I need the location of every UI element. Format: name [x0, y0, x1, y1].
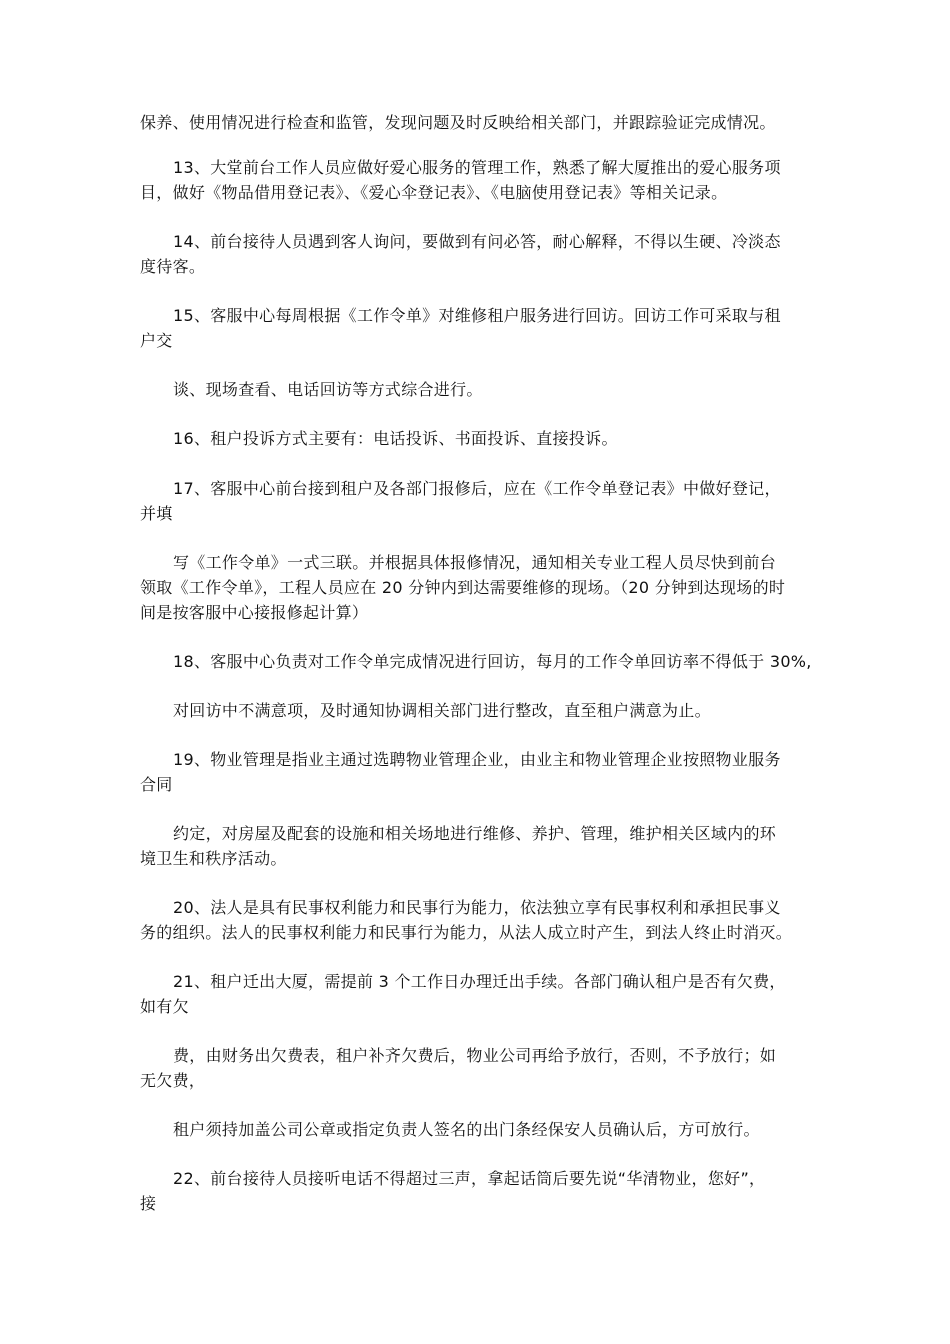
- text-line: 15、客服中心每周根据《工作令单》对维修租户服务进行回访。回访工作可采取与租: [173, 306, 781, 325]
- text-line: 务的组织。法人的民事权利能力和民事行为能力，从法人成立时产生，到法人终止时消灭。: [140, 923, 793, 942]
- text-line: 合同: [140, 775, 173, 794]
- text-line: 约定，对房屋及配套的设施和相关场地进行维修、养护、管理，维护相关区域内的环: [173, 824, 777, 843]
- text-line: 度待客。: [140, 257, 206, 276]
- text-line: 13、大堂前台工作人员应做好爱心服务的管理工作，熟悉了解大厦推出的爱心服务项: [173, 158, 781, 177]
- text-line: 18、客服中心负责对工作令单完成情况进行回访，每月的工作令单回访率不得低于 30%,: [173, 652, 812, 671]
- text-line: 14、前台接待人员遇到客人询问，要做到有问必答，耐心解释，不得以生硬、冷淡态: [173, 232, 781, 251]
- text-line: 费，由财务出欠费表，租户补齐欠费后，物业公司再给予放行，否则，不予放行；如: [173, 1046, 777, 1065]
- text-line: 目，做好《物品借用登记表》、《爱心伞登记表》、《电脑使用登记表》等相关记录。: [140, 183, 728, 202]
- text-line: 境卫生和秩序活动。: [140, 849, 287, 868]
- text-line: 20、法人是具有民事权利能力和民事行为能力，依法独立享有民事权利和承担民事义: [173, 898, 781, 917]
- text-line: 保养、使用情况进行检查和监管，发现问题及时反映给相关部门，并跟踪验证完成情况。: [140, 113, 776, 132]
- text-line: 17、客服中心前台接到租户及各部门报修后，应在《工作令单登记表》中做好登记，: [173, 479, 781, 498]
- text-line: 对回访中不满意项，及时通知协调相关部门进行整改，直至租户满意为止。: [173, 701, 711, 720]
- text-line: 19、物业管理是指业主通过选聘物业管理企业，由业主和物业管理企业按照物业服务: [173, 750, 781, 769]
- text-line: 并填: [140, 504, 173, 523]
- text-line: 写《工作令单》一式三联。并根据具体报修情况，通知相关专业工程人员尽快到前台: [173, 553, 777, 572]
- text-line: 租户须持加盖公司公章或指定负责人签名的出门条经保安人员确认后，方可放行。: [173, 1120, 760, 1139]
- text-line: 间是按客服中心接报修起计算）: [140, 603, 369, 622]
- text-line: 户交: [140, 331, 173, 350]
- text-line: 无欠费，: [140, 1071, 206, 1090]
- text-line: 21、租户迁出大厦，需提前 3 个工作日办理迁出手续。各部门确认租户是否有欠费，: [173, 972, 786, 991]
- text-line: 如有欠: [140, 997, 189, 1016]
- text-line: 领取《工作令单》，工程人员应在 20 分钟内到达需要维修的现场。（20 分钟到达现场的时: [140, 578, 786, 597]
- text-line: 22、前台接待人员接听电话不得超过三声，拿起话筒后要先说“华清物业，您好”，: [173, 1169, 766, 1188]
- text-line: 接: [140, 1194, 157, 1213]
- text-line: 谈、现场查看、电话回访等方式综合进行。: [173, 380, 483, 399]
- text-line: 16、租户投诉方式主要有：电话投诉、书面投诉、直接投诉。: [173, 429, 618, 448]
